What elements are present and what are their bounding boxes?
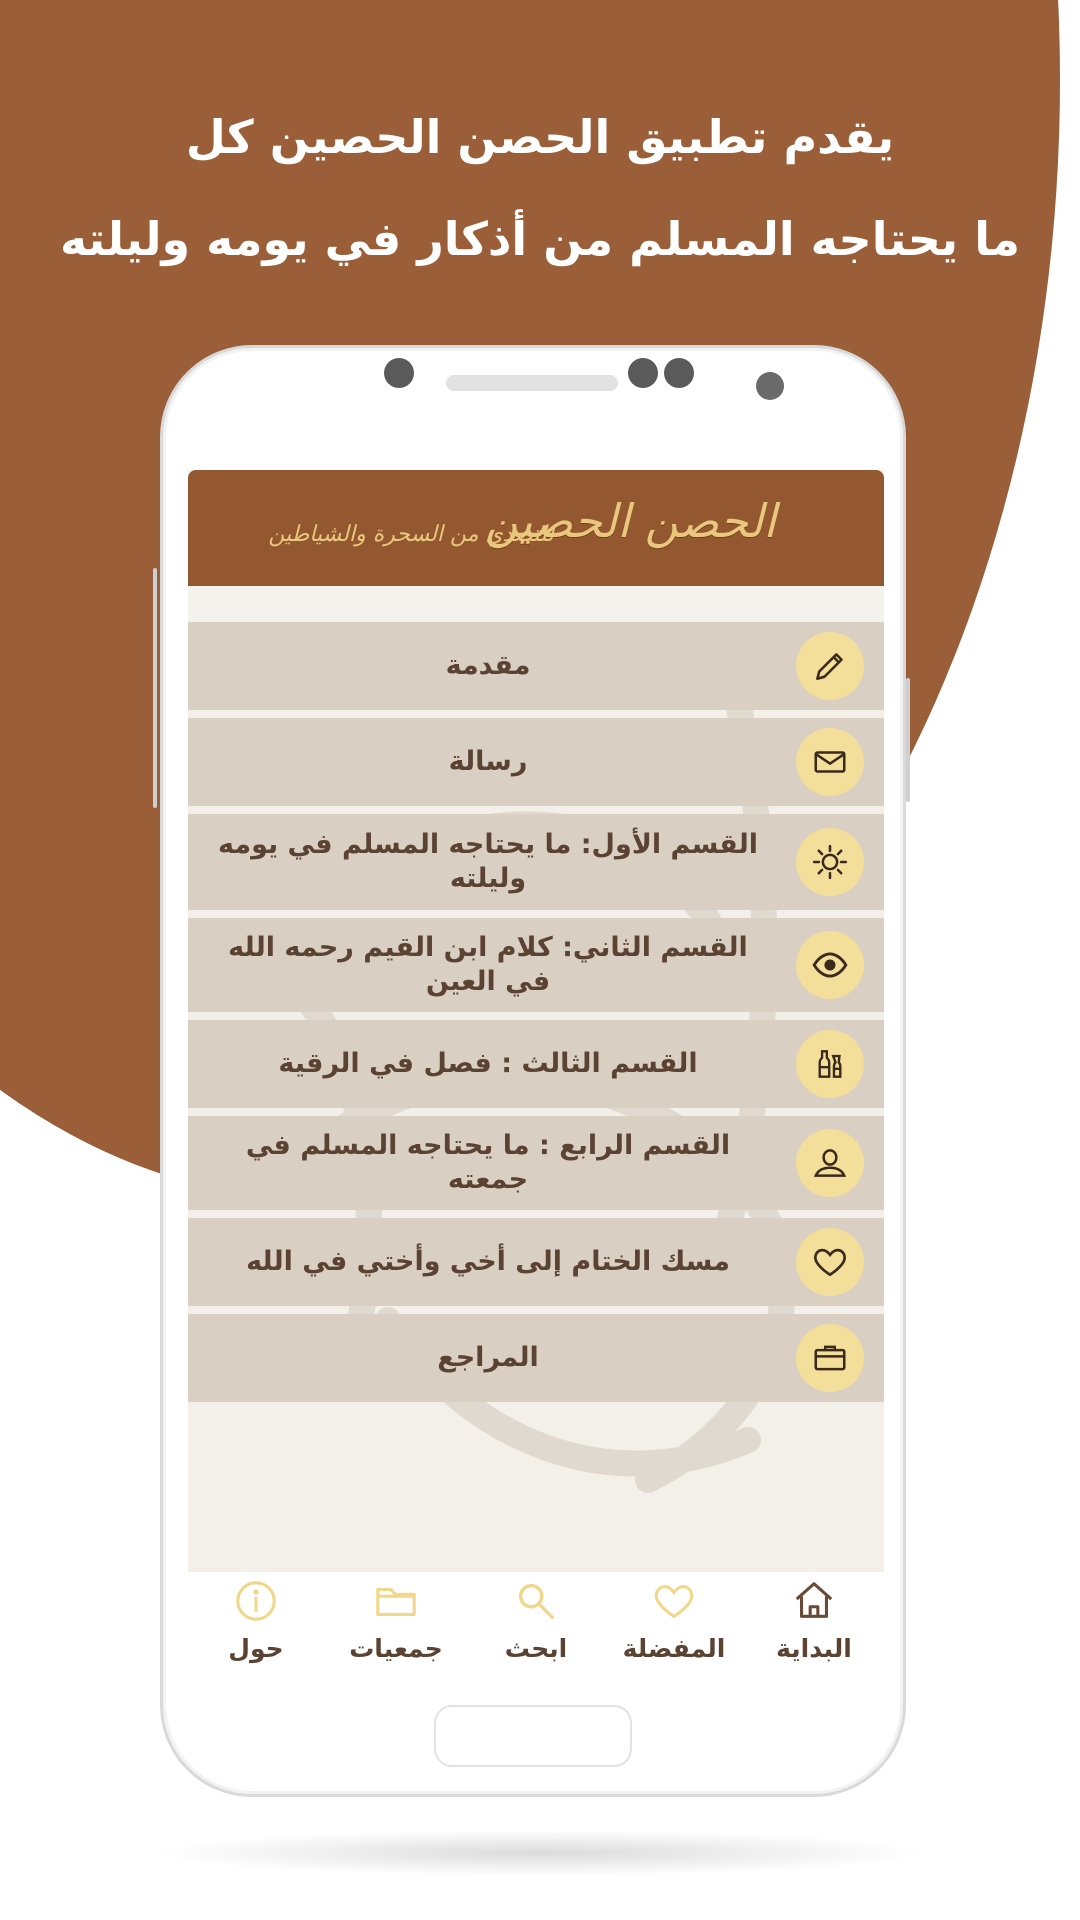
- promo-headline-line2: ما يحتاجه المسلم من أذكار في يومه وليلته: [60, 212, 1020, 266]
- menu-item-section-three[interactable]: [188, 1020, 884, 1108]
- envelope-icon: [796, 728, 864, 796]
- menu-item-closing[interactable]: [188, 1218, 884, 1306]
- menu-item-label: القسم الأول: ما يحتاجه المسلم في يومه وليلته: [218, 829, 758, 894]
- phone-shadow: [150, 1830, 930, 1876]
- header-divider: [188, 586, 884, 622]
- phone-speaker: [446, 375, 618, 391]
- briefcase-icon: [796, 1324, 864, 1392]
- heart-outline-icon: [651, 1578, 697, 1624]
- phone-power-button: [906, 678, 910, 802]
- menu-item-letter[interactable]: [188, 718, 884, 806]
- nav-about[interactable]: [196, 1572, 316, 1682]
- nav-favorites-label: المفضلة: [622, 1634, 726, 1663]
- folder-icon: [373, 1578, 419, 1624]
- home-icon: [791, 1578, 837, 1624]
- front-camera: [756, 372, 784, 400]
- menu-item-references[interactable]: [188, 1314, 884, 1402]
- app-logo-title: الحصن الحصين: [484, 494, 776, 548]
- phone-home-button[interactable]: [434, 1705, 632, 1767]
- menu-item-label: مقدمة: [445, 650, 531, 681]
- phone-volume-button: [153, 568, 157, 808]
- heart-icon: [796, 1228, 864, 1296]
- search-icon: [513, 1578, 559, 1624]
- app-header: [188, 470, 884, 586]
- menu-item-label: القسم الثالث : فصل في الرقية: [278, 1048, 698, 1079]
- pencil-icon: [796, 632, 864, 700]
- app-screen: [188, 470, 884, 1572]
- nav-favorites[interactable]: [614, 1572, 734, 1682]
- phone-sensor: [628, 358, 658, 388]
- menu-item-label: رسالة: [448, 746, 528, 777]
- menu-item-section-two[interactable]: [188, 918, 884, 1012]
- menu-item-section-four[interactable]: [188, 1116, 884, 1210]
- phone-sensor: [384, 358, 414, 388]
- nav-search[interactable]: [476, 1572, 596, 1682]
- menu-item-section-one[interactable]: [188, 814, 884, 910]
- nav-search-label: ابحث: [504, 1634, 568, 1663]
- app-logo-subtitle: للتصدي من السحرة والشياطين: [268, 522, 554, 547]
- sun-icon: [796, 828, 864, 896]
- person-icon: [796, 1129, 864, 1197]
- promo-headline-line1: يقدم تطبيق الحصن الحصين كل: [185, 110, 895, 164]
- menu-item-label: مسك الختام إلى أخي وأختي في الله: [246, 1246, 730, 1277]
- nav-associations-label: جمعيات: [349, 1634, 443, 1663]
- nav-home-label: البداية: [776, 1634, 852, 1663]
- menu-item-label: القسم الثاني: كلام ابن القيم رحمه الله في العين: [228, 932, 748, 997]
- menu-item-introduction[interactable]: [188, 622, 884, 710]
- phone-sensor: [664, 358, 694, 388]
- bottom-navigation: [188, 1572, 884, 1682]
- eye-icon: [796, 931, 864, 999]
- menu-item-label: المراجع: [437, 1342, 539, 1373]
- nav-home[interactable]: [754, 1572, 874, 1682]
- nav-about-label: حول: [228, 1634, 284, 1663]
- bottles-icon: [796, 1030, 864, 1098]
- menu-item-label: القسم الرابع : ما يحتاجه المسلم في جمعته: [245, 1130, 731, 1195]
- nav-associations[interactable]: [336, 1572, 456, 1682]
- info-icon: [233, 1578, 279, 1624]
